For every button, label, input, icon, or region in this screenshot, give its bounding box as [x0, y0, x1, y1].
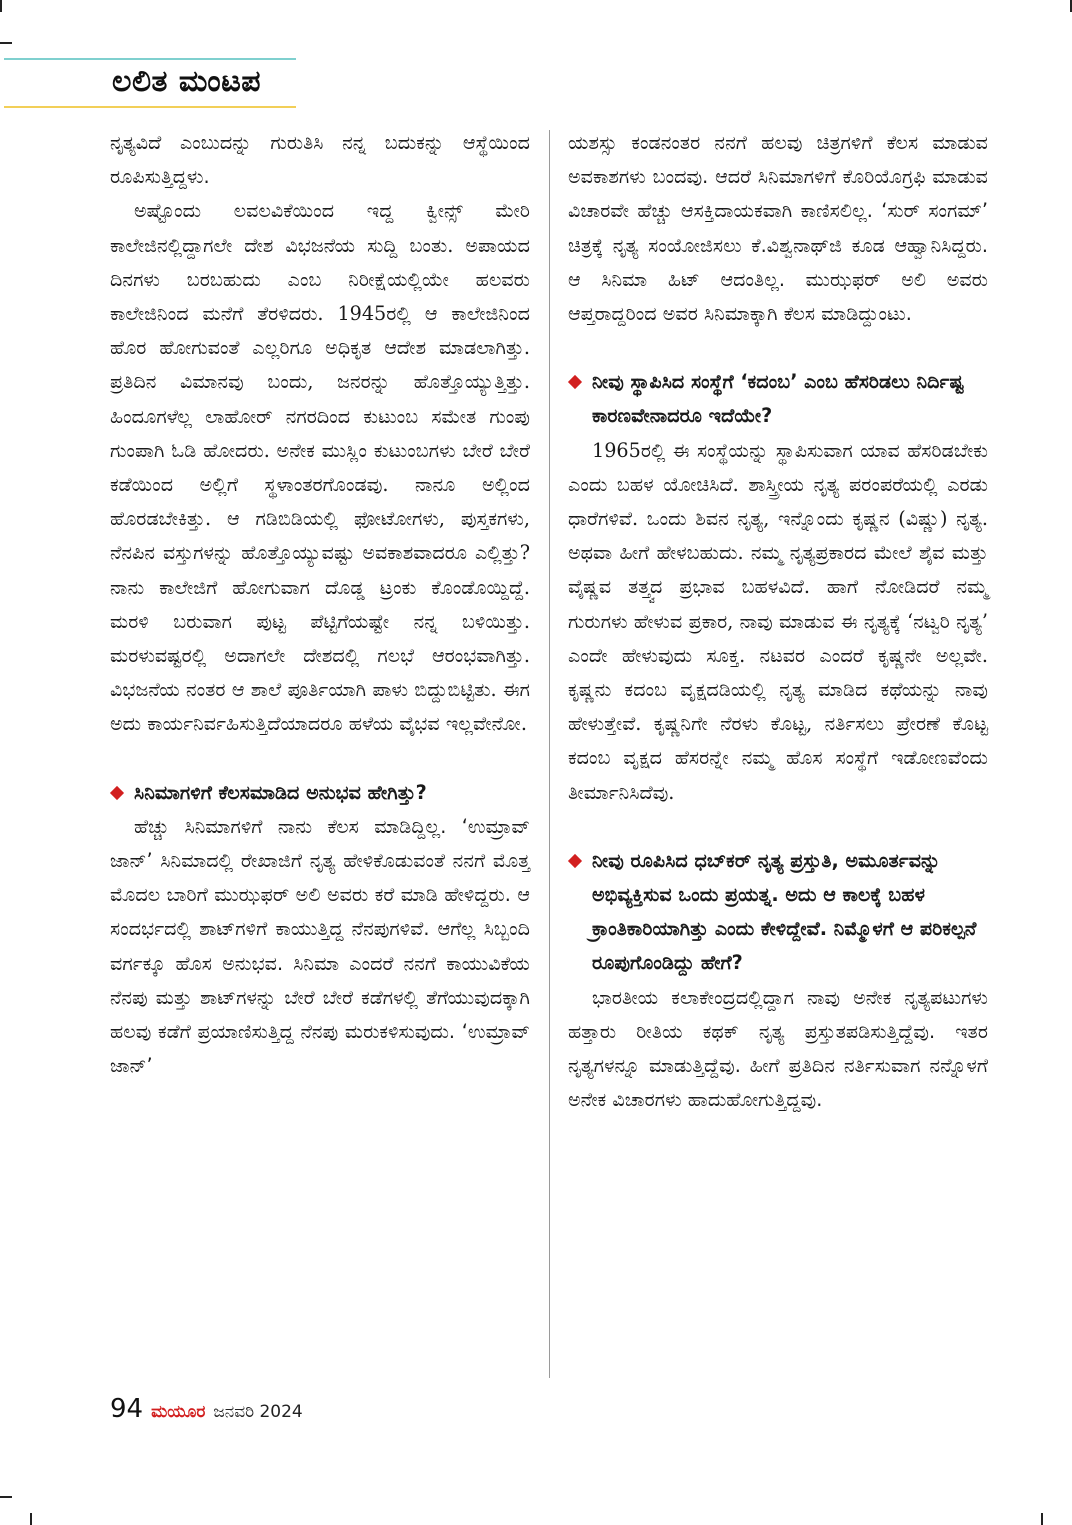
column-divider — [549, 130, 550, 1378]
interview-question — [568, 844, 988, 981]
diamond-bullet-icon — [110, 786, 124, 800]
diamond-bullet-icon — [568, 854, 582, 868]
question-text: ನೀವು ರೂಪಿಸಿದ ಧಬ್‌ಕರ್ ನೃತ್ಯ ಪ್ರಸ್ತುತಿ, ಅಮೂರ್ತವನ್ನು ಅಭಿವ್ಯಕ್ತಿಸುವ ಒಂದು ಪ್ರಯತ್ನ. ಅದು ಆ ಕಾಲಕ್ಕೆ ಬಹಳ ಕ್ರಾಂತಿಕಾರಿಯಾಗಿತ್ತು ಎಂದು ಕೇಳಿದ್ದೇವೆ. ನಿಮ್ಮೊಳಗೆ ಆ ಪರಿಕಲ್ಪನೆ ರೂಪುಗೊಂಡಿದ್ದು ಹೇಗೆ? — [592, 848, 977, 975]
page-number: 94 — [110, 1394, 144, 1424]
crop-mark — [0, 0, 2, 12]
section-title: ಲಲಿತ ಮಂಟಪ — [112, 64, 262, 99]
paragraph: ಅಷ್ಟೊಂದು ಲವಲವಿಕೆಯಿಂದ ಇದ್ದ ಕ್ವೀನ್ಸ್ ಮೇರಿ ಕಾಲೇಜಿನಲ್ಲಿದ್ದಾಗಲೇ ದೇಶ ವಿಭಜನೆಯ ಸುದ್ದಿ ಬಂತು. ಅಪಾಯದ ದಿನಗಳು ಬರಬಹುದು ಎಂಬ ನಿರೀಕ್ಷೆಯಲ್ಲಿಯೇ ಹಲವರು ಕಾಲೇಜಿನಿಂದ ಮನೆಗೆ ತೆರಳಿದರು. 1945ರಲ್ಲಿ ಆ ಕಾಲೇಜಿನಿಂದ ಹೊರ ಹೋಗುವಂತೆ ಎಲ್ಲರಿಗೂ ಅಧಿಕೃತ ಆದೇಶ ಮಾಡಲಾಗಿತ್ತು. ಪ್ರತಿದಿನ ವಿಮಾನವು ಬಂದು, ಜನರನ್ನು ಹೊತ್ತೊಯ್ಯುತ್ತಿತ್ತು. ಹಿಂದೂಗಳೆಲ್ಲ ಲಾಹೋರ್ ನಗರದಿಂದ ಕುಟುಂಬ ಸಮೇತ ಗುಂಪು ಗುಂಪಾಗಿ ಓಡಿ ಹೋದರು. ಅನೇಕ ಮುಸ್ಲಿಂ ಕುಟುಂಬಗಳು ಬೇರೆ ಬೇರೆ ಕಡೆಯಿಂದ ಅಲ್ಲಿಗೆ ಸ್ಥಳಾಂತರಗೊಂಡವು. ನಾನೂ ಅಲ್ಲಿಂದ ಹೊರಡಬೇಕಿತ್ತು. ಆ ಗಡಿಬಿಡಿಯಲ್ಲಿ ಫೋಟೋಗಳು, ಪುಸ್ತಕಗಳು, ನೆನಪಿನ ವಸ್ತುಗಳನ್ನು ಹೊತ್ತೊಯ್ಯುವಷ್ಟು ಅವಕಾಶವಾದರೂ ಎಲ್ಲಿತ್ತು? ನಾನು ಕಾಲೇಜಿಗೆ ಹೋಗುವಾಗ ದೊಡ್ಡ ಟ್ರಂಕು ಕೊಂಡೊಯ್ದಿದ್ದೆ. ಮರಳಿ ಬರುವಾಗ ಪುಟ್ಟ ಪೆಟ್ಟಿಗೆಯಷ್ಟೇ ನನ್ನ ಬಳಿಯಿತ್ತು. ಮರಳುವಷ್ಟರಲ್ಲಿ ಅದಾಗಲೇ ದೇಶದಲ್ಲಿ ಗಲಭೆ ಆರಂಭವಾಗಿತ್ತು. ವಿಭಜನೆಯ ನಂತರ ಆ ಶಾಲೆ ಪೂರ್ತಿಯಾಗಿ ಪಾಳು ಬಿದ್ದುಬಿಟ್ಟಿತು. ಈಗ ಅದು ಕಾರ್ಯನಿರ್ವಹಿಸುತ್ತಿದೆಯಾದರೂ ಹಳೆಯ ವೈಭವ ಇಲ್ಲವೇನೋ. — [110, 199, 530, 736]
magazine-logo: ಮಯೂರ — [151, 1402, 206, 1422]
crop-mark — [30, 1513, 32, 1525]
crop-mark — [1070, 0, 1072, 12]
diamond-bullet-icon — [568, 375, 582, 389]
interview-question — [110, 776, 530, 810]
issue-date: ಜನವರಿ 2024 — [213, 1402, 303, 1422]
question-text: ಸಿನಿಮಾಗಳಿಗೆ ಕೆಲಸಮಾಡಿದ ಅನುಭವ ಹೇಗಿತ್ತು? — [134, 780, 427, 804]
paragraph: ನೃತ್ಯವಿದೆ ಎಂಬುದನ್ನು ಗುರುತಿಸಿ ನನ್ನ ಬದುಕನ್ನು ಆಸ್ಥೆಯಿಂದ ರೂಪಿಸುತ್ತಿದ್ದಳು. — [110, 131, 530, 189]
header-rule-bottom — [4, 106, 296, 108]
crop-mark — [0, 42, 12, 44]
paragraph: 1965ರಲ್ಲಿ ಈ ಸಂಸ್ಥೆಯನ್ನು ಸ್ಥಾಪಿಸುವಾಗ ಯಾವ ಹೆಸರಿಡಬೇಕು ಎಂದು ಬಹಳ ಯೋಚಿಸಿದೆ. ಶಾಸ್ತ್ರೀಯ ನೃತ್ಯ ಪರಂಪರೆಯಲ್ಲಿ ಎರಡು ಧಾರೆಗಳಿವೆ. ಒಂದು ಶಿವನ ನೃತ್ಯ, ಇನ್ನೊಂದು ಕೃಷ್ಣನ (ವಿಷ್ಣು) ನೃತ್ಯ. ಅಥವಾ ಹೀಗೆ ಹೇಳಬಹುದು. ನಮ್ಮ ನೃತ್ಯಪ್ರಕಾರದ ಮೇಲೆ ಶೈವ ಮತ್ತು ವೈಷ್ಣವ ತತ್ತ್ವದ ಪ್ರಭಾವ ಬಹಳವಿದೆ. ಹಾಗೆ ನೋಡಿದರೆ ನಮ್ಮ ಗುರುಗಳು ಹೇಳುವ ಪ್ರಕಾರ, ನಾವು ಮಾಡುವ ಈ ನೃತ್ಯಕ್ಕೆ ‘ನಟ್ವರಿ ನೃತ್ಯ’ ಎಂದೇ ಹೇಳುವುದು ಸೂಕ್ತ. ನಟವರ ಎಂದರೆ ಕೃಷ್ಣನೇ ಅಲ್ಲವೇ. ಕೃಷ್ಣನು ಕದಂಬ ವೃಕ್ಷದಡಿಯಲ್ಲಿ ನೃತ್ಯ ಮಾಡಿದ ಕಥೆಯನ್ನು ನಾವು ಹೇಳುತ್ತೇವೆ. ಕೃಷ್ಣನಿಗೇ ನೆರಳು ಕೊಟ್ಟ, ನರ್ತಿಸಲು ಪ್ರೇರಣೆ ಕೊಟ್ಟ ಕದಂಬ ವೃಕ್ಷದ ಹೆಸರನ್ನೇ ನಮ್ಮ ಹೊಸ ಸಂಸ್ಥೆಗೆ ಇಡೋಣವೆಂದು ತೀರ್ಮಾನಿಸಿದೆವು. — [568, 438, 988, 804]
right-column — [568, 126, 988, 1117]
left-column — [110, 126, 530, 1083]
paragraph: ಯಶಸ್ಸು ಕಂಡನಂತರ ನನಗೆ ಹಲವು ಚಿತ್ರಗಳಿಗೆ ಕೆಲಸ ಮಾಡುವ ಅವಕಾಶಗಳು ಬಂದವು. ಆದರೆ ಸಿನಿಮಾಗಳಿಗೆ ಕೊರಿಯೊಗ್ರಫಿ ಮಾಡುವ ವಿಚಾರವೇ ಹೆಚ್ಚು ಆಸಕ್ತಿದಾಯಕವಾಗಿ ಕಾಣಿಸಲಿಲ್ಲ. ‘ಸುರ್ ಸಂಗಮ್’ ಚಿತ್ರಕ್ಕೆ ನೃತ್ಯ ಸಂಯೋಜಿಸಲು ಕೆ.ವಿಶ್ವನಾಥ್‌ಜಿ ಕೂಡ ಆಹ್ವಾನಿಸಿದ್ದರು. ಆ ಸಿನಿಮಾ ಹಿಟ್ ಆದಂತಿಲ್ಲ. ಮುಝಫರ್ ಅಲಿ ಅವರು ಆಪ್ತರಾದ್ದರಿಂದ ಅವರ ಸಿನಿಮಾಕ್ಕಾಗಿ ಕೆಲಸ ಮಾಡಿದ್ದುಂಟು. — [568, 131, 988, 326]
crop-mark — [1041, 1513, 1043, 1525]
interview-question — [568, 365, 988, 433]
crop-mark — [0, 1496, 12, 1498]
paragraph: ಹೆಚ್ಚು ಸಿನಿಮಾಗಳಿಗೆ ನಾನು ಕೆಲಸ ಮಾಡಿದ್ದಿಲ್ಲ. ‘ಉಮ್ರಾವ್ ಜಾನ್’ ಸಿನಿಮಾದಲ್ಲಿ ರೇಖಾಜಿಗೆ ನೃತ್ಯ ಹೇಳಿಕೊಡುವಂತೆ ನನಗೆ ಮೊತ್ತ ಮೊದಲ ಬಾರಿಗೆ ಮುಝಫರ್ ಅಲಿ ಅವರು ಕರೆ ಮಾಡಿ ಹೇಳಿದ್ದರು. ಆ ಸಂದರ್ಭದಲ್ಲಿ ಶಾಟ್‌ಗಳಿಗೆ ಕಾಯುತ್ತಿದ್ದ ನೆನಪುಗಳಿವೆ. ಆಗೆಲ್ಲ ಸಿಬ್ಬಂದಿ ವರ್ಗಕ್ಕೂ ಹೊಸ ಅನುಭವ. ಸಿನಿಮಾ ಎಂದರೆ ನನಗೆ ಕಾಯುವಿಕೆಯ ನೆನಪು ಮತ್ತು ಶಾಟ್‌ಗಳನ್ನು ಬೇರೆ ಬೇರೆ ಕಡೆಗಳಲ್ಲಿ ತೆಗೆಯುವುದಕ್ಕಾಗಿ ಹಲವು ಕಡೆಗೆ ಪ್ರಯಾಣಿಸುತ್ತಿದ್ದ ನೆನಪು ಮರುಕಳಿಸುವುದು. ‘ಉಮ್ರಾವ್ ಜಾನ್’ — [110, 814, 530, 1078]
page-footer — [110, 1394, 303, 1428]
question-text: ನೀವು ಸ್ಥಾಪಿಸಿದ ಸಂಸ್ಥೆಗೆ ‘ಕದಂಬ’ ಎಂಬ ಹೆಸರಿಡಲು ನಿರ್ದಿಷ್ಟ ಕಾರಣವೇನಾದರೂ ಇದೆಯೇ? — [592, 370, 964, 428]
paragraph: ಭಾರತೀಯ ಕಲಾಕೇಂದ್ರದಲ್ಲಿದ್ದಾಗ ನಾವು ಅನೇಕ ನೃತ್ಯಪಟುಗಳು ಹತ್ತಾರು ರೀತಿಯ ಕಥಕ್ ನೃತ್ಯ ಪ್ರಸ್ತುತಪಡಿಸುತ್ತಿದ್ದೆವು. ಇತರ ನೃತ್ಯಗಳನ್ನೂ ಮಾಡುತ್ತಿದ್ದೆವು. ಹೀಗೆ ಪ್ರತಿದಿನ ನರ್ತಿಸುವಾಗ ನನ್ನೊಳಗೆ ಅನೇಕ ವಿಚಾರಗಳು ಹಾದುಹೋಗುತ್ತಿದ್ದವು. — [568, 985, 988, 1112]
header-rule-top — [4, 58, 296, 60]
section-header — [4, 58, 296, 108]
